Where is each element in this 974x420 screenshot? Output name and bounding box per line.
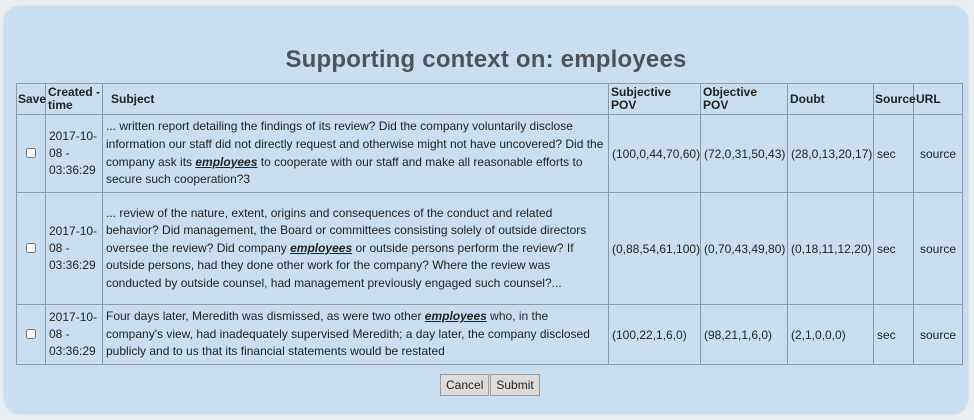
header-doubt: Doubt bbox=[788, 84, 874, 115]
objective-pov-cell: (98,21,1,6,0) bbox=[701, 305, 788, 365]
url-cell[interactable]: source bbox=[914, 115, 963, 193]
objective-pov-cell: (72,0,31,50,43) bbox=[701, 115, 788, 193]
table-row bbox=[17, 305, 963, 365]
source-cell: sec bbox=[874, 305, 914, 365]
page-title: Supporting context on: employees bbox=[285, 46, 687, 73]
subjective-pov-cell: (100,22,1,6,0) bbox=[609, 305, 701, 365]
save-cell bbox=[17, 115, 46, 193]
subject-text-after: to cooperate with our staff and make all reasonable efforts to secure such cooperation?3 bbox=[106, 154, 583, 187]
subject-cell bbox=[103, 193, 609, 305]
context-panel bbox=[4, 6, 968, 414]
save-checkbox[interactable] bbox=[26, 243, 36, 253]
header-subject: Subject bbox=[103, 84, 609, 115]
created-time-cell: 2017-10-08 - 03:36:29 bbox=[46, 193, 103, 305]
subject-highlight: employees bbox=[290, 240, 353, 255]
subject-text: ... review of the nature, extent, origins and consequences of the conduct and related behavior? Did management, the Board or committees consisting solely of outside directors oversee the review? Did company bbox=[106, 205, 587, 255]
submit-button[interactable]: Submit bbox=[490, 374, 539, 396]
context-table bbox=[16, 83, 963, 365]
subject-text-after: or outside persons perform the review? If outside persons, had they done other work for the company? Where the review was conducted by outside counsel, had management previously engaged such counsel?... bbox=[106, 240, 574, 290]
table-header-row bbox=[17, 84, 963, 115]
subject-cell bbox=[103, 305, 609, 365]
table-row bbox=[17, 193, 963, 305]
save-cell bbox=[17, 305, 46, 365]
save-cell bbox=[17, 193, 46, 305]
subject-text-after: who, in the company's view, had inadequately supervised Meredith; a day later, the company disclosed publicly and to us that its financial statements would be restated bbox=[106, 309, 590, 359]
save-checkbox[interactable] bbox=[26, 148, 36, 158]
subject-highlight: employees bbox=[195, 154, 258, 169]
doubt-cell: (28,0,13,20,17) bbox=[788, 115, 874, 193]
created-time-cell: 2017-10-08 - 03:36:29 bbox=[46, 305, 103, 365]
subject-cell bbox=[103, 115, 609, 193]
cancel-button[interactable]: Cancel bbox=[440, 374, 489, 396]
doubt-cell: (0,18,11,12,20) bbox=[788, 193, 874, 305]
subjective-pov-cell: (0,88,54,61,100) bbox=[609, 193, 701, 305]
header-save: Save bbox=[17, 84, 46, 115]
save-checkbox[interactable] bbox=[26, 329, 36, 339]
header-objective-pov: Objective POV bbox=[701, 84, 788, 115]
source-cell: sec bbox=[874, 115, 914, 193]
header-created-time: Created - time bbox=[46, 84, 103, 115]
url-cell[interactable]: source bbox=[914, 193, 963, 305]
url-cell[interactable]: source bbox=[914, 305, 963, 365]
source-cell: sec bbox=[874, 193, 914, 305]
header-source: Source bbox=[874, 84, 914, 115]
subject-highlight: employees bbox=[424, 309, 487, 324]
table-row bbox=[17, 115, 963, 193]
objective-pov-cell: (0,70,43,49,80) bbox=[701, 193, 788, 305]
form-buttons bbox=[440, 374, 540, 396]
subject-text: Four days later, Meredith was dismissed, as were two other bbox=[106, 309, 425, 324]
header-subjective-pov: Subjective POV bbox=[609, 84, 701, 115]
subject-text: ... written report detailing the findings of its review? Did the company voluntarily disclose information our staff did not directly request and otherwise might not have uncovered? Did the company ask its bbox=[106, 119, 604, 169]
created-time-cell: 2017-10-08 - 03:36:29 bbox=[46, 115, 103, 193]
subjective-pov-cell: (100,0,44,70,60) bbox=[609, 115, 701, 193]
header-url: URL bbox=[914, 84, 963, 115]
doubt-cell: (2,1,0,0,0) bbox=[788, 305, 874, 365]
